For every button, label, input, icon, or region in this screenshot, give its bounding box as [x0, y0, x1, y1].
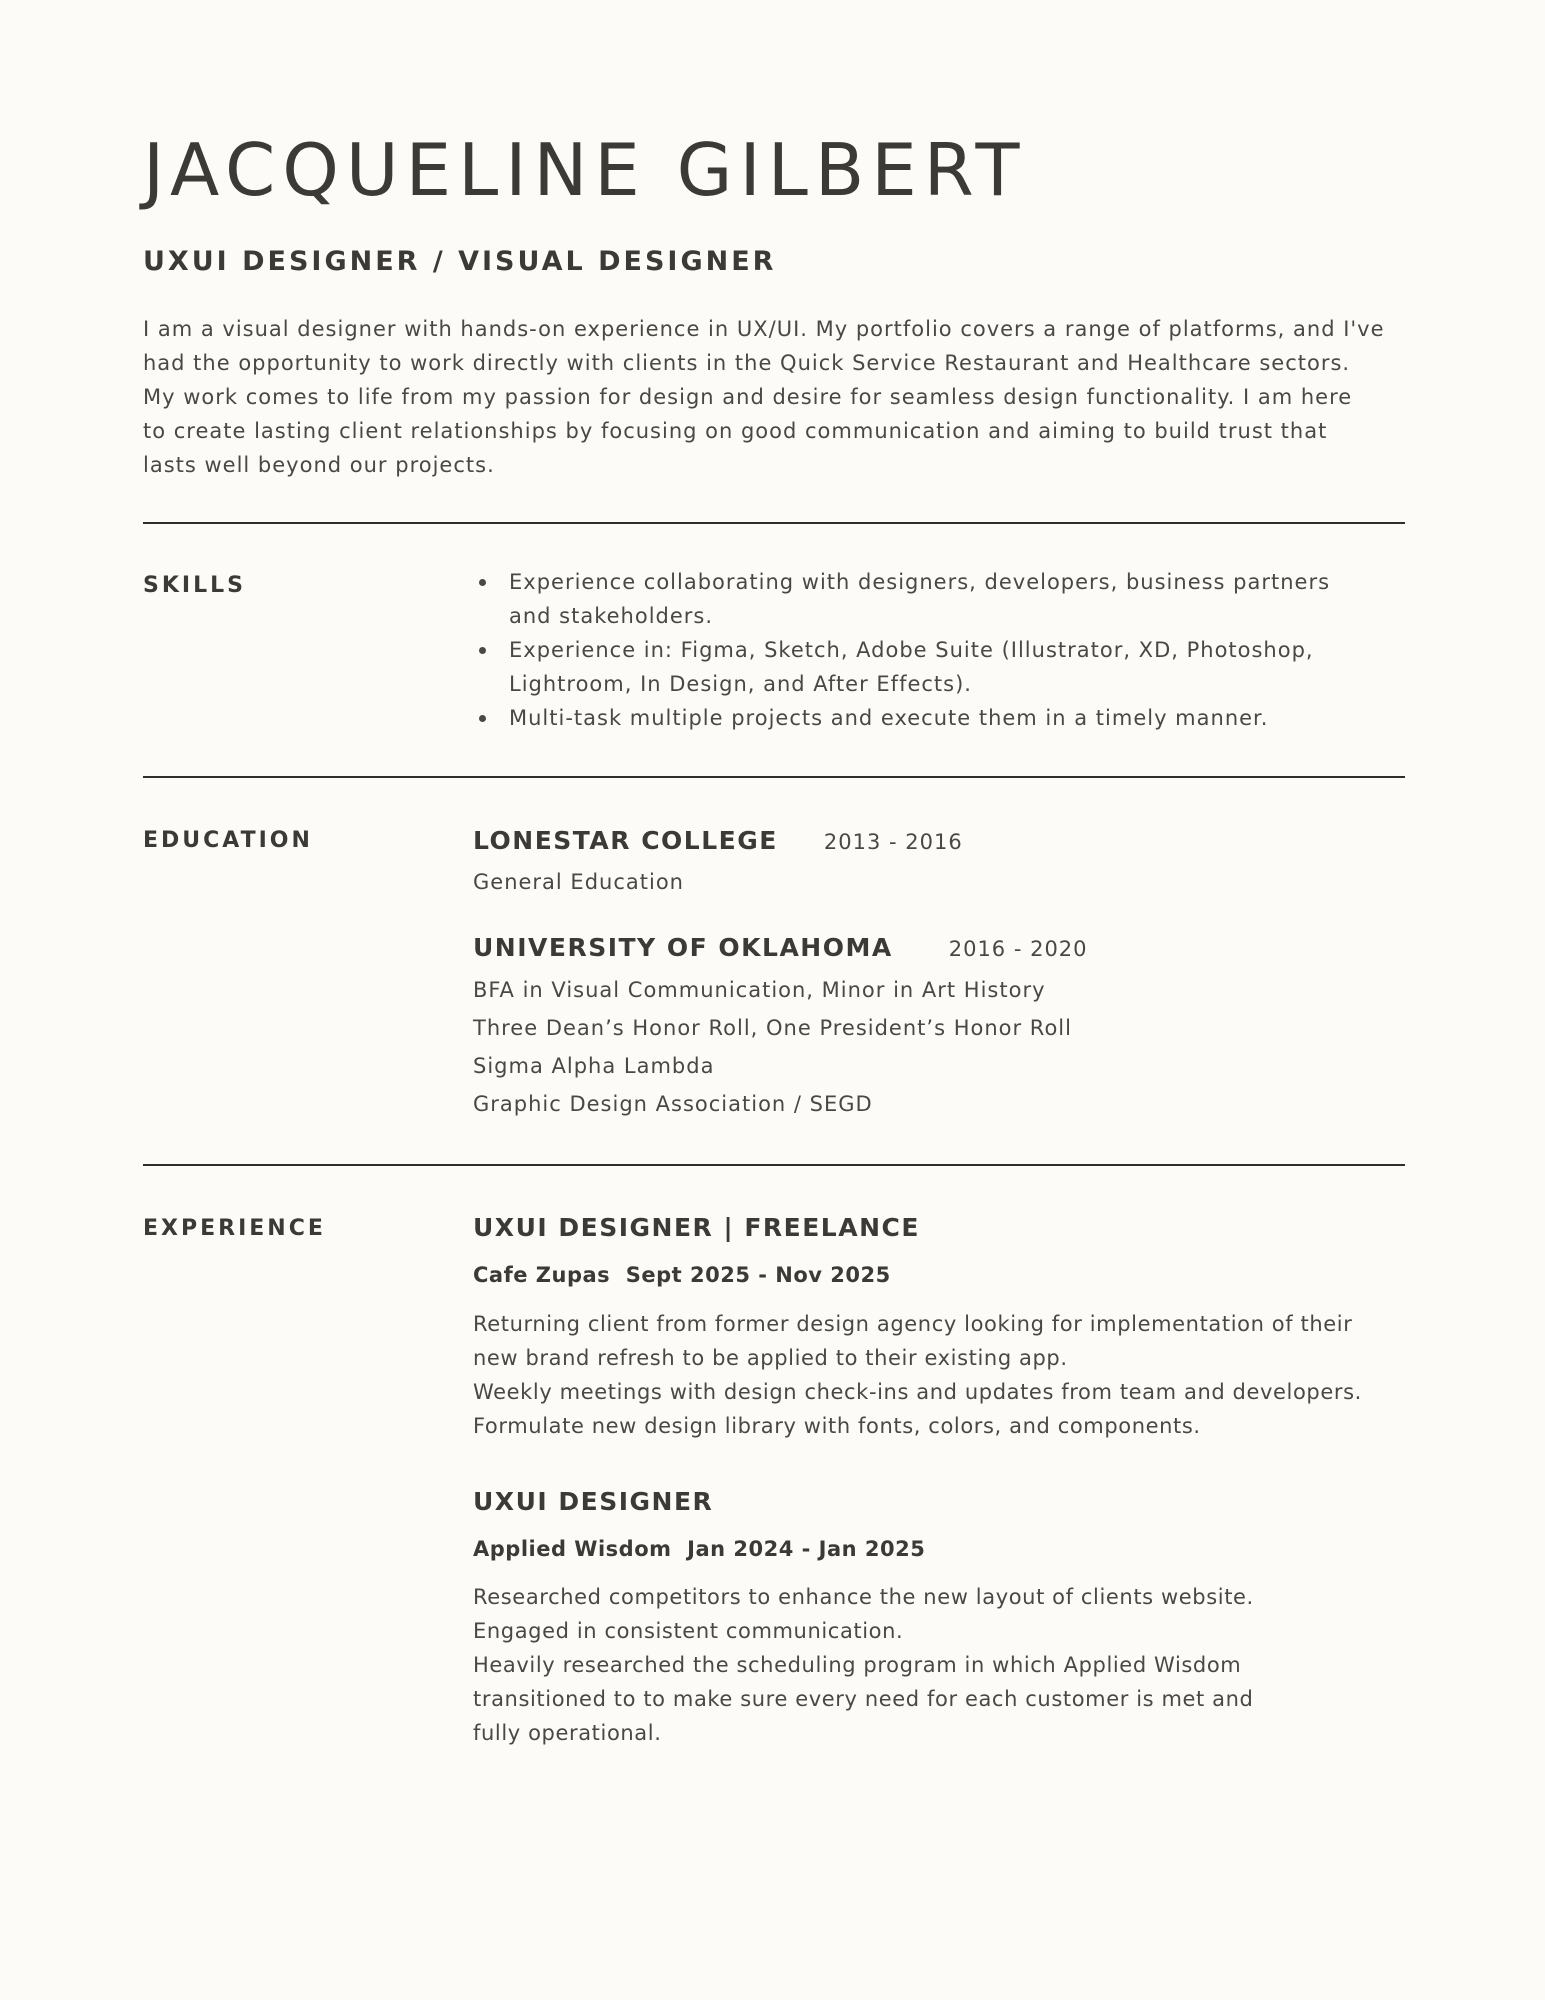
job-desc-line: fully operational. — [473, 1721, 662, 1745]
job-desc-line: Formulate new design library with fonts, colors, and components. — [473, 1414, 1201, 1438]
job-desc-line: Heavily researched the scheduling program in which Applied Wisdom — [473, 1653, 1242, 1677]
job-meta-row — [473, 1537, 1413, 1561]
job-desc-line: Engaged in consistent communication. — [473, 1619, 904, 1643]
summary-paragraph — [143, 312, 1405, 482]
job-title-heading: UXUI DESIGNER / VISUAL DESIGNER — [143, 246, 777, 277]
education-detail: BFA in Visual Communication, Minor in Art History — [473, 978, 1046, 1002]
school-header — [473, 826, 1413, 855]
job-entry — [473, 1487, 1413, 1516]
job-company-dates: Cafe Zupas Sept 2025 - Nov 2025 — [473, 1263, 891, 1287]
education-detail: Graphic Design Association / SEGD — [473, 1092, 873, 1116]
job-desc-line: Weekly meetings with design check-ins and updates from team and developers. — [473, 1380, 1362, 1404]
education-entry — [473, 826, 1413, 855]
summary-line: lasts well beyond our projects. — [143, 453, 495, 477]
skill-line: Lightroom, In Design, and After Effects). — [509, 672, 972, 696]
divider-summary — [143, 522, 1405, 524]
skills-label: SKILLS — [143, 573, 246, 598]
education-detail: Three Dean’s Honor Roll, One President’s Honor Roll — [473, 1016, 1072, 1040]
skills-list — [473, 565, 1371, 735]
job-company-dates: Applied Wisdom Jan 2024 - Jan 2025 — [473, 1537, 926, 1561]
school-years: 2013 - 2016 — [823, 830, 963, 854]
education-details — [473, 971, 1413, 1123]
job-desc-line: new brand refresh to be applied to their existing app. — [473, 1346, 1068, 1370]
job-desc-line: Returning client from former design agency looking for implementation of their — [473, 1312, 1353, 1336]
summary-line: My work comes to life from my passion for design and desire for seamless design functionality. I am here — [143, 385, 1353, 409]
divider-skills — [143, 776, 1405, 778]
job-desc-line: transitioned to to make sure every need for each customer is met and — [473, 1687, 1254, 1711]
education-label: EDUCATION — [143, 828, 313, 853]
skill-item — [501, 565, 1371, 633]
summary-line: to create lasting client relationships by focusing on good communication and aiming to build trust that — [143, 419, 1328, 443]
skill-line: Multi-task multiple projects and execute them in a timely manner. — [509, 706, 1269, 730]
school-name: LONESTAR COLLEGE — [473, 826, 778, 855]
school-years: 2016 - 2020 — [948, 937, 1088, 961]
candidate-name: JACQUELINE GILBERT — [143, 128, 1027, 212]
job-title: UXUI DESIGNER | FREELANCE — [473, 1213, 920, 1242]
skill-line: and stakeholders. — [509, 604, 714, 628]
experience-label: EXPERIENCE — [143, 1216, 326, 1241]
job-desc-line: Researched competitors to enhance the new layout of clients website. — [473, 1585, 1254, 1609]
school-header — [473, 933, 1413, 962]
skill-line: Experience in: Figma, Sketch, Adobe Suite (Illustrator, XD, Photoshop, — [509, 638, 1314, 662]
education-detail: General Education — [473, 870, 684, 894]
job-entry — [473, 1213, 1413, 1242]
skill-item — [501, 633, 1371, 701]
education-entry — [473, 933, 1413, 962]
education-detail: Sigma Alpha Lambda — [473, 1054, 715, 1078]
skill-line: Experience collaborating with designers, developers, business partners — [509, 570, 1331, 594]
job-description — [473, 1307, 1413, 1443]
skill-item — [501, 701, 1371, 735]
skills-section — [473, 565, 1413, 735]
divider-education — [143, 1164, 1405, 1166]
job-description — [473, 1580, 1413, 1750]
education-details — [473, 863, 1413, 901]
school-name: UNIVERSITY OF OKLAHOMA — [473, 933, 893, 962]
job-meta-row — [473, 1263, 1413, 1287]
job-title: UXUI DESIGNER — [473, 1487, 714, 1516]
summary-line: I am a visual designer with hands-on experience in UX/UI. My portfolio covers a range of platforms, and I've — [143, 317, 1385, 341]
summary-line: had the opportunity to work directly with clients in the Quick Service Restaurant and Healthcare sectors. — [143, 351, 1351, 375]
